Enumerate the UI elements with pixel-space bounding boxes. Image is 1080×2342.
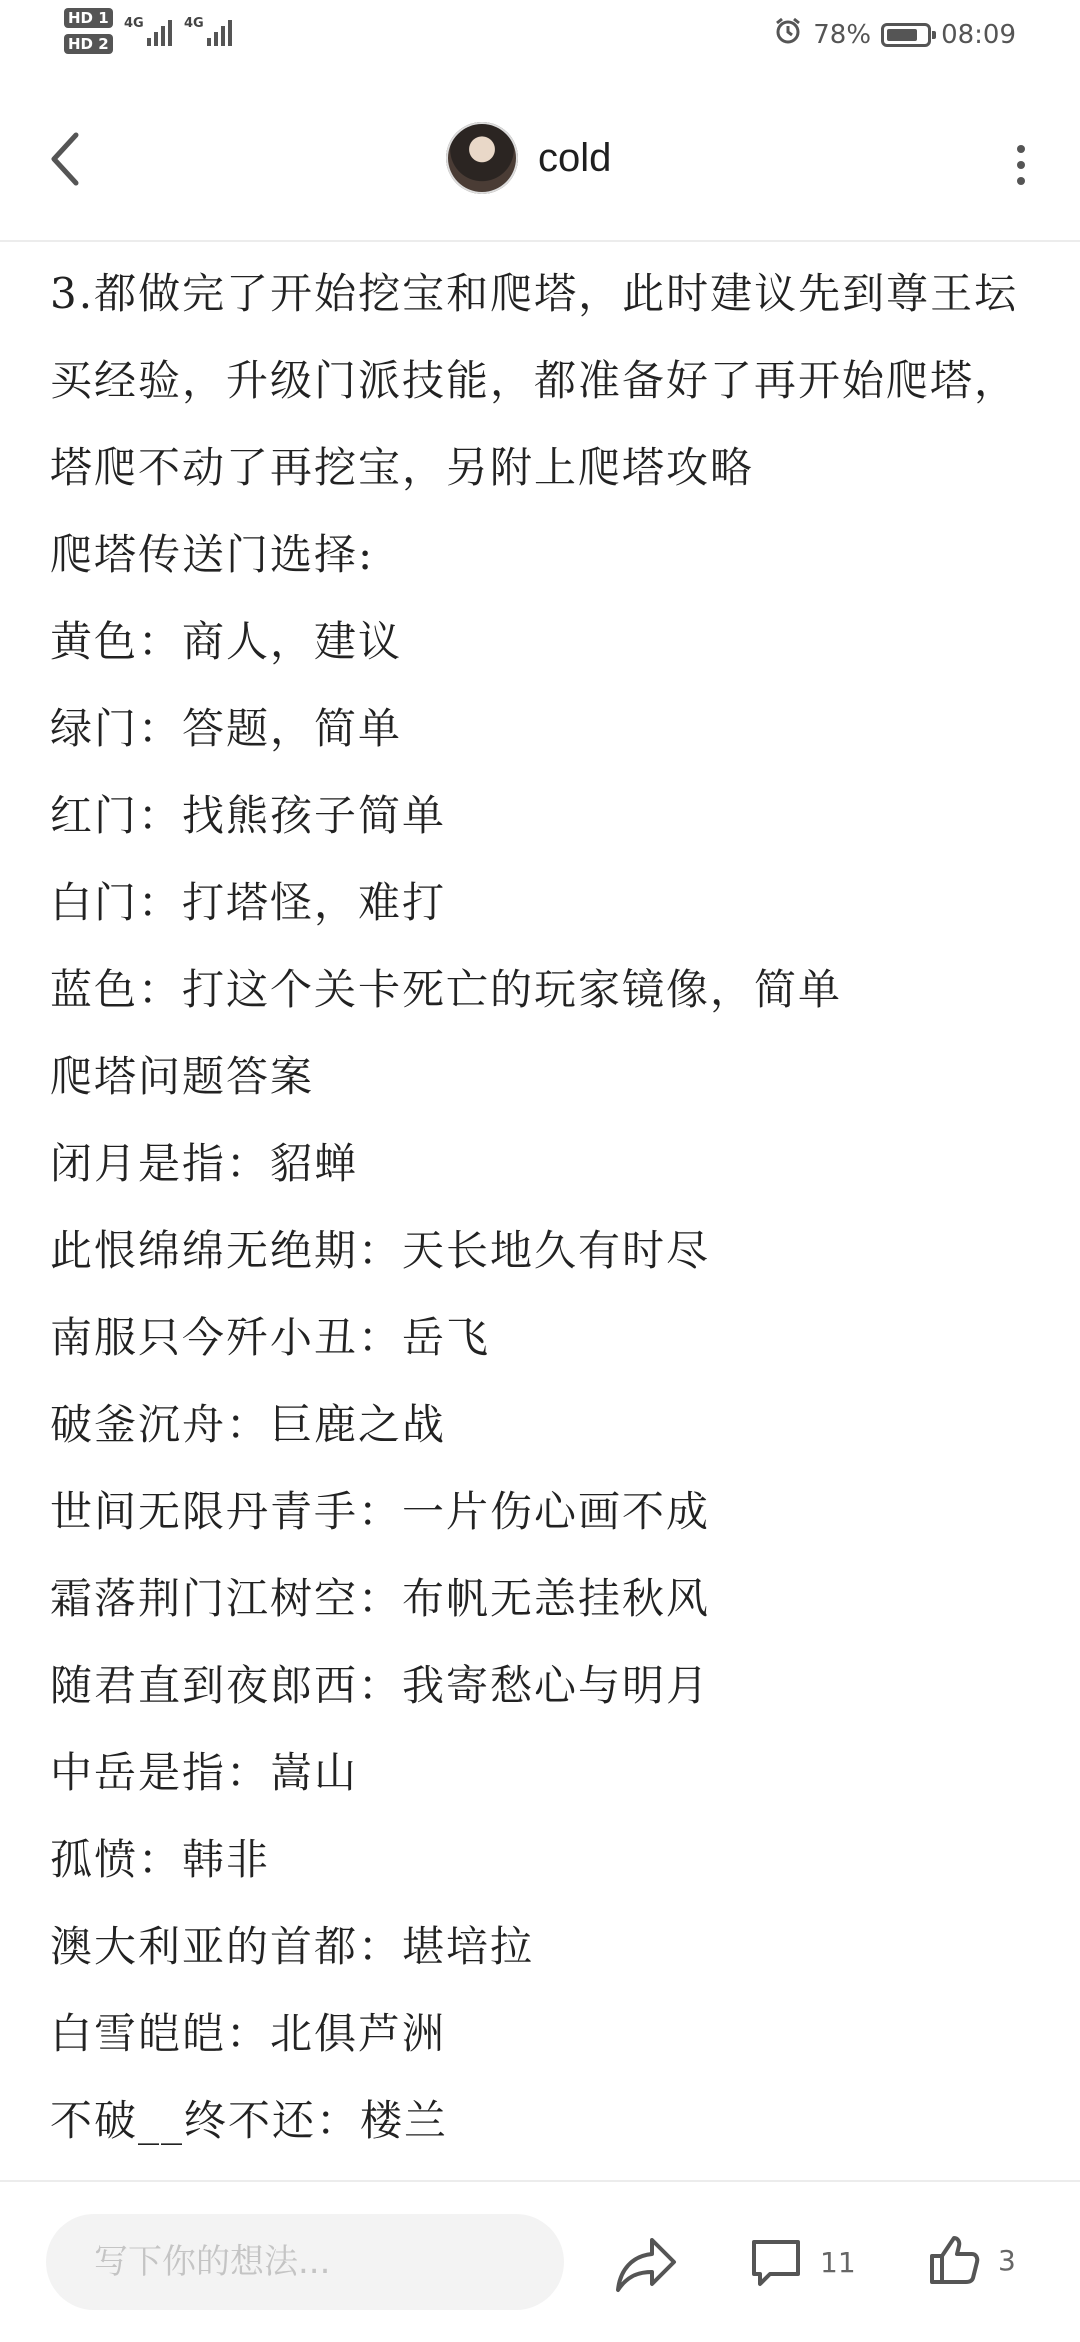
content-line: 霜落荆门江树空：布帆无恙挂秋风 — [50, 1574, 711, 1623]
content-line: 破釜沉舟：巨鹿之战 — [50, 1400, 447, 1449]
content-line: 世间无限丹青手：一片伤心画不成 — [50, 1487, 711, 1536]
comment-icon — [748, 2234, 804, 2290]
network2-label: 4G — [184, 16, 204, 31]
sim-indicators — [64, 8, 113, 54]
network1-label: 4G — [124, 16, 144, 31]
comment-input[interactable] — [46, 2214, 564, 2310]
content-line: 红门：找熊孩子简单 — [50, 791, 447, 840]
avatar[interactable] — [446, 122, 518, 194]
content-line: 爬塔问题答案 — [50, 1052, 315, 1101]
content-line: 白门：打塔怪，难打 — [50, 878, 447, 927]
content-line: 此恨绵绵无绝期：天长地久有时尽 — [50, 1226, 711, 1275]
thumbs-up-icon — [926, 2232, 982, 2288]
content-line: 蓝色：打这个关卡死亡的玩家镜像，简单 — [50, 965, 843, 1014]
content-line: 白雪皑皑：北俱芦洲 — [50, 2009, 447, 2058]
battery-percent: 78% — [813, 19, 872, 50]
content-line: 南服只今歼小丑：岳飞 — [50, 1313, 491, 1362]
content-line: 澳大利亚的首都：堪培拉 — [50, 1922, 535, 1971]
alarm-icon — [773, 16, 803, 53]
status-right — [773, 16, 1016, 53]
content-line: 爬塔传送门选择: — [50, 530, 375, 579]
comment-count: 11 — [820, 2245, 856, 2279]
sim1-badge: HD 1 — [64, 8, 113, 28]
author-name[interactable]: cold — [538, 135, 612, 180]
content-line: 中岳是指：嵩山 — [50, 1748, 359, 1797]
like-count: 3 — [998, 2243, 1016, 2277]
article-header — [0, 80, 1080, 242]
author-info[interactable] — [446, 122, 611, 194]
content-line: 不破__终不还：楼兰 — [50, 2096, 449, 2145]
article-paragraph: 3.都做完了开始挖宝和爬塔，此时建议先到尊王坛买经验，升级门派技能，都准备好了再开始爬塔，塔爬不动了再挖宝，另附上爬塔攻略 — [50, 269, 1019, 492]
article-content — [50, 250, 1040, 2180]
content-line: 随君直到夜郎西：我寄愁心与明月 — [50, 1661, 711, 1710]
share-icon — [612, 2234, 682, 2294]
share-button[interactable] — [612, 2234, 682, 2294]
content-line: 绿门：答题，简单 — [50, 704, 403, 753]
comments-button[interactable] — [748, 2230, 856, 2294]
bottom-action-bar — [0, 2180, 1080, 2342]
battery-icon — [881, 23, 931, 47]
like-button[interactable] — [926, 2228, 1016, 2292]
back-button[interactable] — [40, 124, 90, 194]
article-lines — [50, 511, 1040, 2164]
signal-icon-2 — [184, 18, 232, 46]
content-line: 闭月是指：貂蝉 — [50, 1139, 359, 1188]
clock: 08:09 — [941, 19, 1016, 50]
content-line: 黄色：商人，建议 — [50, 617, 403, 666]
chevron-left-icon — [48, 131, 82, 187]
sim2-badge: HD 2 — [64, 34, 113, 54]
status-bar — [0, 0, 1080, 72]
content-line: 孤愤：韩非 — [50, 1835, 271, 1884]
signal-icon — [124, 18, 172, 46]
more-vertical-icon[interactable] — [1006, 140, 1036, 190]
